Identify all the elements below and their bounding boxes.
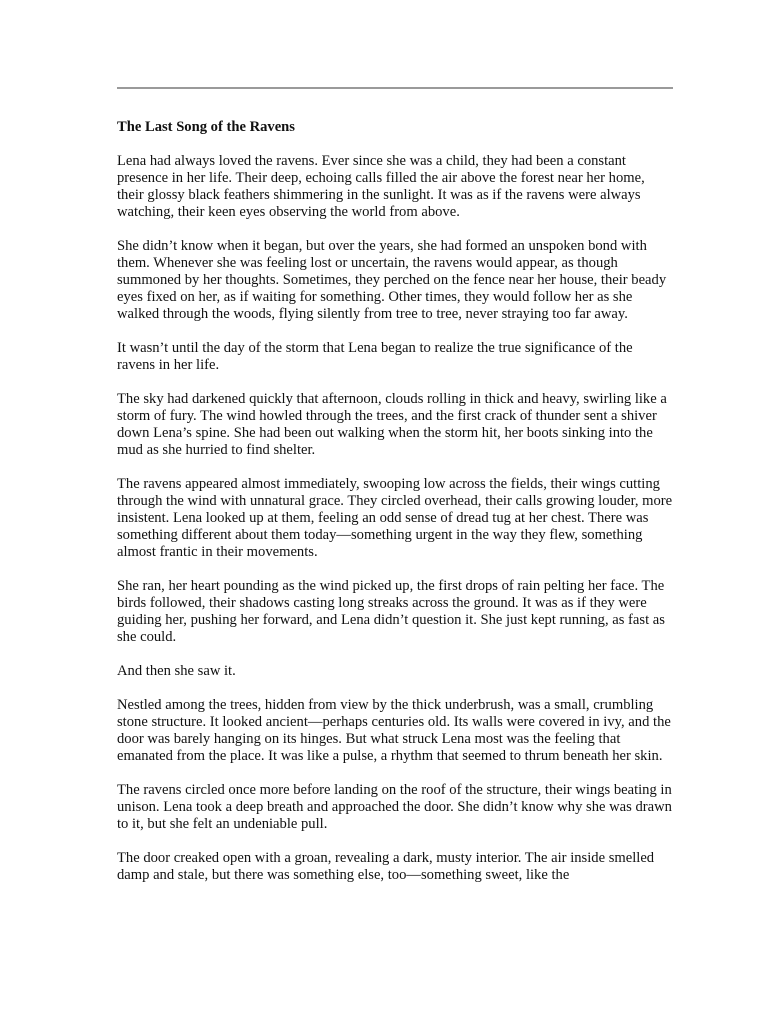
paragraph: The sky had darkened quickly that afternoon, clouds rolling in thick and heavy, swirling like a storm of fury. The wind howled through the trees, and the first crack of thunder sent a shiver down Lena’s spine. She had been out walking when the storm hit, her boots sinking into the mud as she hurried to find shelter. <box>117 391 667 458</box>
paragraph: And then she saw it. <box>117 663 236 679</box>
header-rule <box>117 87 673 89</box>
paragraph: The ravens circled once more before landing on the roof of the structure, their wings beating in unison. Lena took a deep breath and approached the door. She didn’t know why she was drawn to it, but she felt an undeniable pull. <box>117 782 672 832</box>
paragraph: The door creaked open with a groan, revealing a dark, musty interior. The air inside smelled damp and stale, but there was something else, too—something sweet, like the <box>117 850 655 883</box>
paragraph: Nestled among the trees, hidden from view by the thick underbrush, was a small, crumbling stone structure. It looked ancient—perhaps centuries old. Its walls were covered in ivy, and the door was barely hanging on its hinges. But what struck Lena most was the feeling that emanated from the place. It was like a pulse, a rhythm that seemed to thrum beneath her skin. <box>117 697 671 764</box>
document-title: The Last Song of the Ravens <box>117 119 295 135</box>
paragraph: Lena had always loved the ravens. Ever since she was a child, they had been a constant presence in her life. Their deep, echoing calls filled the air above the forest near her home, their glossy black feathers shimmering in the sunlight. It was as if the ravens were always watching, their keen eyes observing the world from above. <box>117 153 645 220</box>
paragraph: She ran, her heart pounding as the wind picked up, the first drops of rain pelting her face. The birds followed, their shadows casting long streaks across the ground. It was as if they were guiding her, pushing her forward, and Lena didn’t question it. She just kept running, as fast as she could. <box>117 578 665 645</box>
document-body <box>117 119 673 901</box>
paragraph: The ravens appeared almost immediately, swooping low across the fields, their wings cutting through the wind with unnatural grace. They circled overhead, their calls growing louder, more insistent. Lena looked up at them, feeling an odd sense of dread tug at her chest. There was something different about them today—something urgent in the way they flew, something almost frantic in their movements. <box>117 476 673 560</box>
paragraph: She didn’t know when it began, but over the years, she had formed an unspoken bond with them. Whenever she was feeling lost or uncertain, the ravens would appear, as though summoned by her thoughts. Sometimes, they perched on the fence near her house, their beady eyes fixed on her, as if waiting for something. Other times, they would follow her as she walked through the woods, flying silently from tree to tree, never straying too far away. <box>117 238 667 322</box>
paragraph: It wasn’t until the day of the storm that Lena began to realize the true significance of the ravens in her life. <box>117 340 633 373</box>
